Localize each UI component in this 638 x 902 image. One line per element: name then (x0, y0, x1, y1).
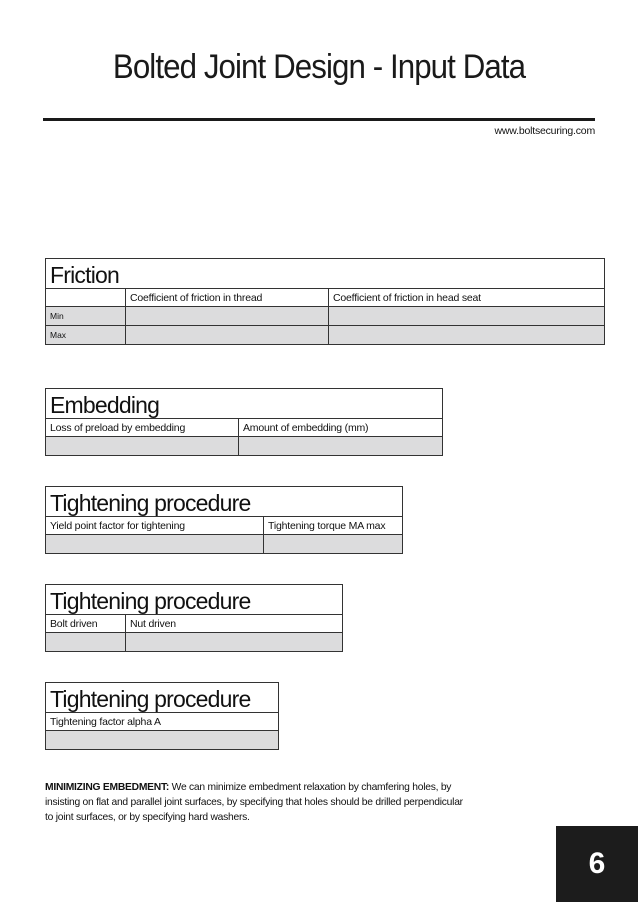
embedment-note (45, 780, 465, 825)
embedding-amount-input[interactable] (239, 437, 443, 456)
tightening-heading-1: Tightening procedure (46, 487, 403, 517)
tightening-col-bolt-driven: Bolt driven (46, 615, 126, 633)
embedding-table (45, 388, 443, 456)
friction-min-thread-input[interactable] (126, 307, 329, 326)
page-number: 6 (588, 847, 606, 880)
tightening-bolt-driven-input[interactable] (46, 633, 126, 652)
friction-col-head-seat: Coefficient of friction in head seat (329, 289, 605, 307)
tightening-table-2 (45, 584, 343, 652)
friction-table (45, 258, 605, 345)
page-title: Bolted Joint Design - Input Data (112, 48, 526, 86)
title-divider (43, 118, 595, 121)
tightening-alpha-a-input[interactable] (46, 731, 279, 750)
tightening-table-3 (45, 682, 279, 750)
embedment-note-label: MINIMIZING EMBEDMENT: (45, 782, 170, 793)
tightening-nut-driven-input[interactable] (126, 633, 343, 652)
tightening-col-torque-max: Tightening torque MA max (264, 517, 403, 535)
embedding-col-loss: Loss of preload by embedding (46, 419, 239, 437)
embedding-heading: Embedding (46, 389, 443, 419)
tightening-col-nut-driven: Nut driven (126, 615, 343, 633)
tightening-yield-factor-input[interactable] (46, 535, 264, 554)
tightening-torque-max-input[interactable] (264, 535, 403, 554)
embedding-col-amount: Amount of embedding (mm) (239, 419, 443, 437)
page-number-badge (556, 826, 638, 902)
friction-max-thread-input[interactable] (126, 326, 329, 345)
website-link[interactable]: www.boltsecuring.com (494, 125, 595, 137)
friction-heading: Friction (46, 259, 605, 289)
friction-row-min-label: Min (46, 307, 126, 326)
embedding-loss-input[interactable] (46, 437, 239, 456)
friction-max-head-seat-input[interactable] (329, 326, 605, 345)
friction-col-thread: Coefficient of friction in thread (126, 289, 329, 307)
tightening-table-1 (45, 486, 403, 554)
friction-row-max-label: Max (46, 326, 126, 345)
friction-corner-cell (46, 289, 126, 307)
friction-min-head-seat-input[interactable] (329, 307, 605, 326)
tightening-heading-3: Tightening procedure (46, 683, 279, 713)
tightening-heading-2: Tightening procedure (46, 585, 343, 615)
tightening-col-alpha-a: Tightening factor alpha A (46, 713, 279, 731)
tightening-col-yield-factor: Yield point factor for tightening (46, 517, 264, 535)
embedment-note-text: We can minimize embedment relaxation by chamfering holes, by insisting on flat and parallel joint surfaces, by specifying that holes should be drilled perpendicular to joint surfaces, or by specifying hard washers. (45, 782, 463, 823)
